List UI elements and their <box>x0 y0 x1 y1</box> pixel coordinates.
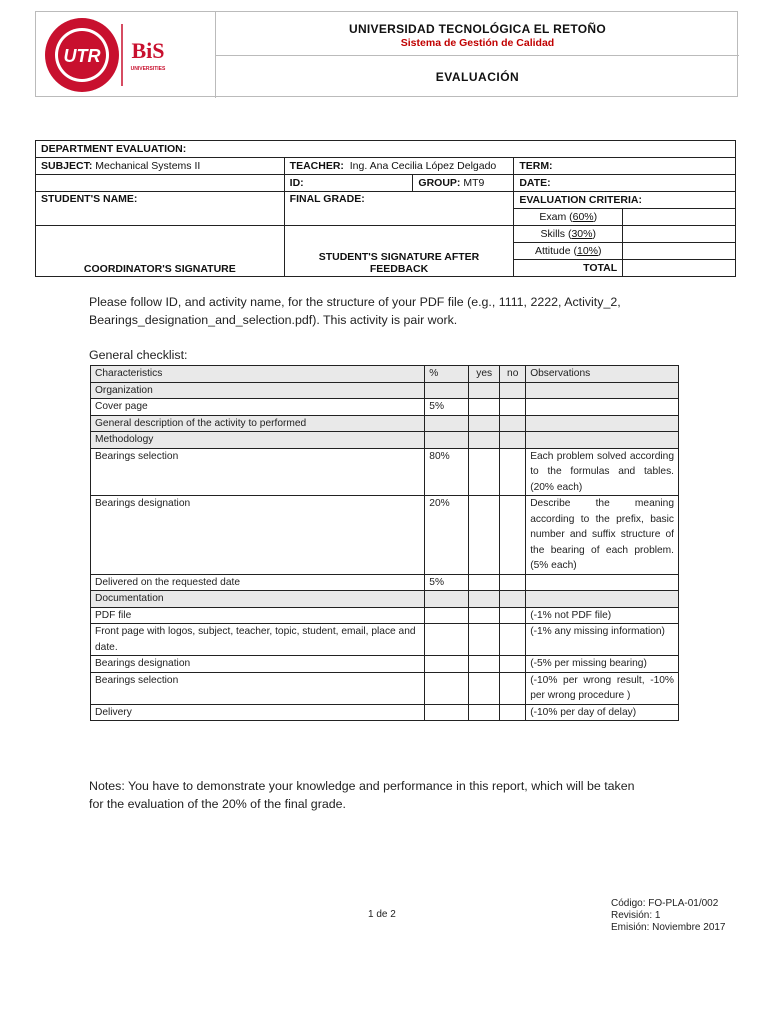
dept-evaluation-cell: DEPARTMENT EVALUATION: <box>36 141 736 158</box>
university-cell <box>216 12 739 56</box>
col-header: % <box>425 366 469 383</box>
teacher-cell: TEACHER: Ing. Ana Cecilia López Delgado <box>284 158 514 175</box>
document-title: EVALUACIÓN <box>435 70 520 84</box>
checklist-row <box>91 448 679 496</box>
checklist-section-row <box>91 591 679 608</box>
characteristic-cell: Methodology <box>91 432 425 449</box>
student-signature-cell: STUDENT'S SIGNATURE AFTER FEEDBACK <box>284 226 514 277</box>
no-cell <box>500 496 526 575</box>
svg-text:UNIVERSITIES: UNIVERSITIES <box>130 66 166 72</box>
checklist-row <box>91 607 679 624</box>
total-cell: TOTAL <box>514 260 623 277</box>
no-cell <box>500 672 526 704</box>
percent-cell <box>425 432 469 449</box>
exam-cell: Exam (60%) <box>514 209 623 226</box>
instructions-paragraph: Please follow ID, and activity name, for the structure of your PDF file (e.g., 1111, 2222, Activity_2, Bearings_designation_and_selection.pdf). This activity is pair work. <box>89 295 621 327</box>
checklist-row <box>91 704 679 721</box>
id-cell: ID: <box>284 175 413 192</box>
student-name-cell: STUDENT'S NAME: <box>36 192 285 226</box>
percent-cell: 5% <box>425 574 469 591</box>
final-grade-cell: FINAL GRADE: <box>284 192 514 226</box>
characteristic-cell: Bearings selection <box>91 672 425 704</box>
checklist-header-row <box>91 366 679 383</box>
utr-logo <box>36 12 216 98</box>
skills-cell: Skills (30%) <box>514 226 623 243</box>
no-cell <box>500 399 526 416</box>
characteristic-cell: Cover page <box>91 399 425 416</box>
characteristic-cell: General description of the activity to performed <box>91 415 425 432</box>
logos-cell <box>36 12 216 98</box>
observations-cell: (-1% not PDF file) <box>526 607 679 624</box>
percent-cell <box>425 656 469 673</box>
percent-cell <box>425 382 469 399</box>
criteria-cell: EVALUATION CRITERIA: <box>514 192 736 209</box>
yes-cell <box>469 382 500 399</box>
quality-system-label: Sistema de Gestión de Calidad <box>400 37 555 49</box>
observations-cell <box>526 382 679 399</box>
blank-cell <box>36 175 285 192</box>
percent-cell <box>425 591 469 608</box>
observations-cell <box>526 432 679 449</box>
checklist-section-row <box>91 432 679 449</box>
yes-cell <box>469 591 500 608</box>
no-cell <box>500 448 526 496</box>
percent-cell: 80% <box>425 448 469 496</box>
no-cell <box>500 382 526 399</box>
characteristic-cell: Front page with logos, subject, teacher, topic, student, email, place and date. <box>91 624 425 656</box>
code-label: Código: FO-PLA-01/002 <box>611 898 719 909</box>
coordinator-signature-cell: COORDINATOR'S SIGNATURE <box>36 226 285 277</box>
observations-cell: Describe the meaning according to the prefix, basic number and suffix structure of the bearing of each problem. (5% each) <box>526 496 679 575</box>
observations-cell <box>526 415 679 432</box>
page-number: 1 de 2 <box>368 909 396 920</box>
checklist-row <box>91 574 679 591</box>
observations-cell: (-1% any missing information) <box>526 624 679 656</box>
skills-score-cell <box>623 226 736 243</box>
document-control <box>611 898 726 934</box>
percent-cell <box>425 607 469 624</box>
percent-cell: 5% <box>425 399 469 416</box>
col-header: no <box>500 366 526 383</box>
notes-paragraph: Notes: You have to demonstrate your knowledge and performance in this report, which will be taken for the evaluation of the 20% of the final grade. <box>89 779 635 811</box>
yes-cell <box>469 656 500 673</box>
yes-cell <box>469 399 500 416</box>
checklist-row <box>91 672 679 704</box>
checklist-section-row <box>91 415 679 432</box>
attitude-cell: Attitude (10%) <box>514 243 623 260</box>
observations-cell: (-10% per day of delay) <box>526 704 679 721</box>
no-cell <box>500 415 526 432</box>
checklist-title: General checklist: <box>89 348 188 362</box>
date-cell: DATE: <box>514 175 736 192</box>
no-cell <box>500 574 526 591</box>
subject-cell: SUBJECT: Mechanical Systems II <box>36 158 285 175</box>
group-cell: GROUP: MT9 <box>413 175 514 192</box>
yes-cell <box>469 415 500 432</box>
term-cell: TERM: <box>514 158 736 175</box>
observations-cell <box>526 574 679 591</box>
svg-text:UTR: UTR <box>63 46 101 66</box>
emission-label: Emisión: Noviembre 2017 <box>611 922 726 933</box>
yes-cell <box>469 704 500 721</box>
revision-label: Revisión: 1 <box>611 910 661 921</box>
yes-cell <box>469 496 500 575</box>
percent-cell <box>425 415 469 432</box>
yes-cell <box>469 607 500 624</box>
exam-score-cell <box>623 209 736 226</box>
percent-cell <box>425 624 469 656</box>
percent-cell <box>425 672 469 704</box>
characteristic-cell: PDF file <box>91 607 425 624</box>
evaluation-table <box>35 140 736 277</box>
no-cell <box>500 591 526 608</box>
col-header: Characteristics <box>91 366 425 383</box>
svg-text:BiS: BiS <box>131 38 165 63</box>
checklist-row <box>91 624 679 656</box>
yes-cell <box>469 672 500 704</box>
col-header: yes <box>469 366 500 383</box>
no-cell <box>500 432 526 449</box>
total-score-cell <box>623 260 736 277</box>
percent-cell <box>425 704 469 721</box>
checklist-row <box>91 496 679 575</box>
checklist-row <box>91 399 679 416</box>
observations-cell: (-10% per wrong result, -10% per wrong procedure ) <box>526 672 679 704</box>
document-header <box>35 11 738 97</box>
observations-cell <box>526 399 679 416</box>
yes-cell <box>469 574 500 591</box>
observations-cell: Each problem solved according to the formulas and tables. (20% each) <box>526 448 679 496</box>
general-checklist-table <box>90 365 679 721</box>
yes-cell <box>469 624 500 656</box>
checklist-row <box>91 656 679 673</box>
characteristic-cell: Delivery <box>91 704 425 721</box>
characteristic-cell: Bearings designation <box>91 496 425 575</box>
no-cell <box>500 656 526 673</box>
no-cell <box>500 624 526 656</box>
characteristic-cell: Bearings selection <box>91 448 425 496</box>
characteristic-cell: Organization <box>91 382 425 399</box>
university-name: UNIVERSIDAD TECNOLÓGICA EL RETOÑO <box>348 22 607 36</box>
characteristic-cell: Bearings designation <box>91 656 425 673</box>
observations-cell <box>526 591 679 608</box>
percent-cell: 20% <box>425 496 469 575</box>
yes-cell <box>469 432 500 449</box>
no-cell <box>500 704 526 721</box>
checklist-section-row <box>91 382 679 399</box>
attitude-score-cell <box>623 243 736 260</box>
yes-cell <box>469 448 500 496</box>
observations-cell: (-5% per missing bearing) <box>526 656 679 673</box>
characteristic-cell: Delivered on the requested date <box>91 574 425 591</box>
col-header: Observations <box>526 366 679 383</box>
no-cell <box>500 607 526 624</box>
characteristic-cell: Documentation <box>91 591 425 608</box>
